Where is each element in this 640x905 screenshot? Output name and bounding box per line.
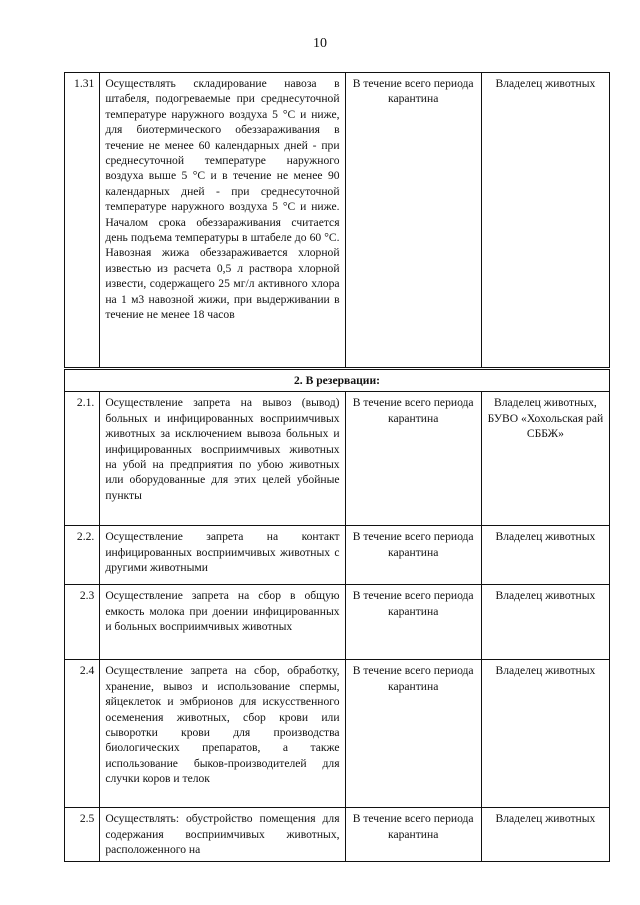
measure-term: В течение всего периода карантина	[345, 585, 481, 660]
table-row	[65, 660, 610, 808]
section-title: 2. В резервации:	[65, 369, 610, 392]
table-row	[65, 73, 610, 369]
measure-text: Осуществлять: обустройство помещения для содержания восприимчивых животных, расположенного на	[100, 808, 345, 861]
measure-term: В течение всего периода карантина	[345, 73, 481, 369]
page-number: 10	[313, 36, 327, 51]
measure-term: В течение всего периода карантина	[345, 526, 481, 585]
row-number: 2.4	[65, 660, 100, 808]
measure-responsible: Владелец животных	[481, 660, 609, 808]
table-row	[65, 585, 610, 660]
table-row	[65, 392, 610, 526]
row-number: 2.2.	[65, 526, 100, 585]
table-row	[65, 526, 610, 585]
row-number: 2.3	[65, 585, 100, 660]
measure-responsible: Владелец животных	[481, 585, 609, 660]
measure-text: Осуществление запрета на сбор, обработку, хранение, вывоз и использование спермы, яйцеклеток и эмбрионов для искусственного осеменения животных, сбор крови или сыворотки крови для производства биологических препаратов, а также использование быков-производителей для случки коров и телок	[100, 660, 345, 808]
measure-text: Осуществлять складирование навоза в штабеля, подогреваемые при среднесуточной температуре наружного воздуха 5 °С и ниже, для биотермического обеззараживания в течение не менее 60 календарных дней - при среднесуточной температуре наружного воздуха выше 5 °С и в течение не менее 90 календарных дней - при среднесуточной температуре наружного воздуха 5 °С и ниже. Началом срока обеззараживания считается день подъема температуры в штабеле до 60 °С. Навозная жижа обеззараживается хлорной известью из расчета 0,5 л раствора хлорной извести, содержащего 25 мг/л активного хлора на 1 м3 навозной жижи, при выдерживании в течение не менее 18 часов	[100, 73, 345, 369]
row-number: 1.31	[65, 73, 100, 369]
measure-term: В течение всего периода карантина	[345, 660, 481, 808]
section-heading-row	[65, 369, 610, 392]
measure-responsible: Владелец животных	[481, 73, 609, 369]
measure-term: В течение всего периода карантина	[345, 392, 481, 526]
measure-responsible: Владелец животных, БУВО «Хохольская рай СББЖ»	[481, 392, 609, 526]
measures-table	[64, 72, 610, 862]
measure-text: Осуществление запрета на сбор в общую емкость молока при доении инфицированных и больных восприимчивых животных	[100, 585, 345, 660]
table-row	[65, 808, 610, 861]
row-number: 2.5	[65, 808, 100, 861]
measure-text: Осуществление запрета на контакт инфицированных восприимчивых животных с другими животными	[100, 526, 345, 585]
measure-text: Осуществление запрета на вывоз (вывод) больных и инфицированных восприимчивых животных за исключением вывоза больных и инфицированных восприимчивых животных на убой на предприятия по убою животных или оборудованные для этих целей убойные пункты	[100, 392, 345, 526]
measure-term: В течение всего периода карантина	[345, 808, 481, 861]
measure-responsible: Владелец животных	[481, 526, 609, 585]
row-number: 2.1.	[65, 392, 100, 526]
measure-responsible: Владелец животных	[481, 808, 609, 861]
